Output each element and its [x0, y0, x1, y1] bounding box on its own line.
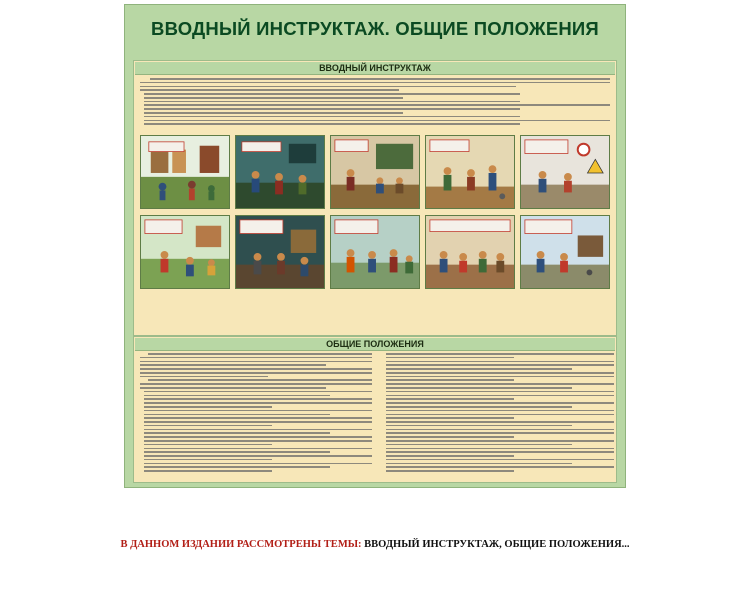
illustration-night-scene: [235, 215, 325, 289]
general-text-left-column: [140, 353, 372, 474]
general-panel: [133, 336, 617, 483]
illustration-workshop-scene: [520, 215, 610, 289]
intro-section-heading: ВВОДНЫЙ ИНСТРУКТАЖ: [135, 62, 615, 75]
caption: [0, 538, 750, 552]
illustration-rail-depot-scene: [425, 215, 515, 289]
poster-title: ВВОДНЫЙ ИНСТРУКТАЖ. ОБЩИЕ ПОЛОЖЕНИЯ: [151, 18, 599, 39]
illustration-industrial-scene: [235, 135, 325, 209]
illustration-outdoor-scene: [140, 215, 230, 289]
general-text-right-column: [382, 353, 614, 474]
illustration-safety-signs-scene: [520, 135, 610, 209]
caption-lead: В ДАННОМ ИЗДАНИИ РАССМОТРЕНЫ ТЕМЫ:: [120, 539, 362, 550]
intro-panel: [133, 60, 617, 336]
illustration-city-scene: [140, 135, 230, 209]
illustration-classroom-scene: [330, 135, 420, 209]
illustration-workers-scene: [330, 215, 420, 289]
poster: [124, 4, 626, 488]
general-section-heading: ОБЩИЕ ПОЛОЖЕНИЯ: [135, 338, 615, 351]
illustration-grid: [140, 135, 612, 305]
intro-text-block: [140, 78, 610, 127]
caption-topics: ВВОДНЫЙ ИНСТРУКТАЖ, ОБЩИЕ ПОЛОЖЕНИЯ...: [361, 539, 630, 550]
general-text-columns: [140, 353, 610, 478]
illustration-office-scene: [425, 135, 515, 209]
